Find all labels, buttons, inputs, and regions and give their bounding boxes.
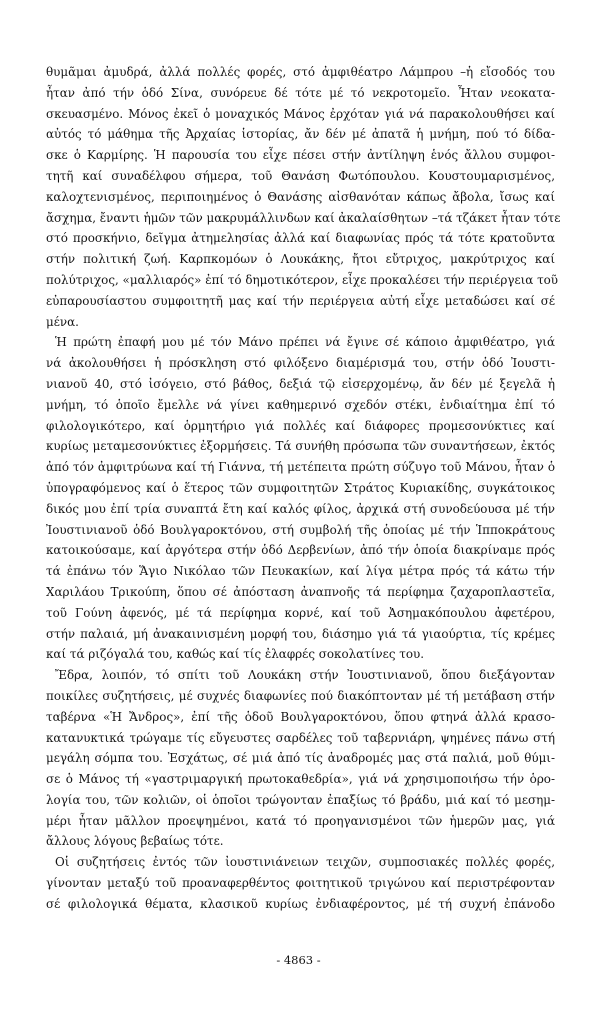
text-line: τοῦ Γούνη ἀφενός, μέ τά περίφημα κορνέ, καί τοῦ Ἀσημακόπουλου ἀφετέρου, [46,605,555,620]
text-line: σε ὁ Μάνος τή «γαστριμαργική πρωτοκαθεδρία», γιά νά χρησιμοποιήσω τήν ὁρο- [46,772,555,787]
text-line: νιανοῦ 40, στό ἰσόγειο, στό βάθος, δεξιά τῷ εἰσερχομένῳ, ἄν δέν μέ ξεγελᾶ ἡ [46,376,555,391]
text-line: θυμᾶμαι ἀμυδρά, ἀλλά πολλές φορές, στό ἀμφιθέατρο Λάμπρου –ἡ εἴσοδός του [46,65,555,79]
text-line: σκευασμένο. Μόνος ἐκεῖ ὁ μοναχικός Μάνος ἐρχόταν γιά νά παρακολουθήσει καί [46,106,555,121]
text-line: στό προσκήνιο, δεῖγμα ἀτημελησίας ἀλλά καί διαφωνίας πρός τά τότε κρατοῦντα [46,231,555,246]
text-line: σκε ὁ Καρμίρης. Ἡ παρουσία του εἶχε πέσει στήν ἀντίληψη ἑνός ἄλλου συμφοι- [46,148,555,163]
text-line: τά ἐπάνω τόν Ἅγιο Νικόλαο τῶν Πευκακίων, καί λίγα μέτρα πρός τά κάτω τήν [46,564,555,579]
text-line: ἦταν ἀπό τήν ὁδό Σίνα, συνόρευε δέ τότε μέ τό νεκροτομεῖο. Ἦταν νεοκατα- [46,85,555,100]
text-line: στήν παλαιά, μή ἀνακαινισμένη μορφή του, διάσημο γιά τά γιαούρτια, τίς κρέμες [46,626,555,641]
text-line: Ἡ πρώτη ἐπαφή μου μέ τόν Μάνο πρέπει νά ἔγινε σέ κάποιο ἀμφιθέατρο, γιά [55,335,555,350]
text-line: γίνονταν μεταξύ τοῦ προαναφερθέντος φοιτητικοῦ τριγώνου καί περιστρέφονταν [46,876,555,891]
text-line: σέ φιλολογικά θέματα, κλασικοῦ κυρίως ἐνδιαφέροντος, μέ τή συχνή ἐπάνοδο [46,896,555,911]
text-line: κατοικούσαμε, καί ἀργότερα στήν ὁδό Δερβενίων, ἀπό τήν ὁποία διακρίναμε πρός [46,543,555,558]
text-line: μνήμη, τό ὁποῖο ἔμελλε νά γίνει καθημερινό σχεδόν στέκι, ἐνδιαίτημα ἐπί τό [46,397,555,412]
text-line: Ἔδρα, λοιπόν, τό σπίτι τοῦ Λουκάκη στήν Ἰουστινιανοῦ, ὅπου διεξάγονταν [55,668,555,683]
text-line: ἄλλους λόγους βεβαίως τότε. [46,834,224,849]
text-line: κατανυκτικά τρώγαμε τίς εὔγευστες σαρδέλες τοῦ ταβερνιάρη, ψημένες πάνω στή [46,730,555,745]
text-line: κυρίως μεταμεσονύκτιες ἐξορμήσεις. Τά συνήθη πρόσωπα τῶν συναντήσεων, ἐκτός [46,439,555,454]
page-number: - 4863 - [276,953,321,967]
text-line: καλοχτενισμένος, περιποιημένος ὁ Θανάσης αἰσθανόταν κάπως ἄβολα, ἴσως καί [46,189,555,204]
text-line: Ἰουστινιανοῦ ὁδό Βουλγαροκτόνου, στή συμβολή τῆς ὁποίας μέ τήν Ἱπποκράτους [46,522,555,537]
text-line: ἄσχημα, ἔναντι ἡμῶν τῶν μακρυμάλλινδων καί ἀκαλαίσθητων –τά τζάκετ ἦταν τότε [46,210,561,225]
text-line: νά ἀκολουθήσει ἡ πρόσκληση στό φιλόξενο διαμέρισμά του, στήν ὁδό Ἰουστι- [46,356,555,371]
text-line: Χαριλάου Τρικούπη, ὅπου σέ ἀπόσταση ἀναπνοῆς τά περίφημα ζαχαροπλαστεῖα, [46,584,555,599]
text-line: εὐπαρουσίαστου συμφοιτητῆ μας καί τήν περιέργεια αὐτή εἶχε μεταδώσει καί σέ [46,293,555,308]
text-line: δικός μου ἐπί τρία συναπτά ἔτη καί καλός φίλος, ἀρχικά στή συνοδεύουσα μέ τήν [46,501,555,516]
text-line: μεγάλη σόμπα του. Ἐσχάτως, σέ μιά ἀπό τίς ἀναδρομές μας στά παλιά, μοῦ θύμι- [46,751,555,766]
body-text [46,62,561,915]
text-line: στήν πολιτική ζωή. Καρπκομόων ὁ Λουκάκης, ἤτοι εὔτριχος, μακρύτριχος καί [46,252,555,267]
text-line: Οἱ συζητήσεις ἐντός τῶν ἰουστινιάνειων τειχῶν, συμποσιακές πολλές φορές, [55,855,555,870]
text-line: φιλολογικότερο, καί ὁρμητήριο γιά πολλές καί διάφορες προμεσονύκτιες καί [46,418,555,433]
text-line: τητῆ καί συναδέλφου σήμερα, τοῦ Θανάση Φωτόπουλου. Κουστουμαρισμένος, [46,168,555,183]
text-line: ποικίλες συζητήσεις, μέ συχνές διαφωνίες πού διακόπτονταν μέ τή μετάβαση στήν [46,688,555,703]
text-line: λογία του, τῶν κολιῶν, οἱ ὁποῖοι τρώγονταν ἐπαξίως τό βράδυ, μιά καί τό μεσημ- [46,792,555,807]
text-line: ὑπογραφόμενος καί ὁ ἕτερος τῶν συμφοιτητῶν Στράτος Κυριακίδης, συγκάτοικος [46,480,555,495]
text-line: ἀπό τόν ἀμφιτρύωνα καί τή Γιάννα, τή μετέπειτα πρώτη σύζυγο τοῦ Μάνου, ἦταν ὁ [46,460,555,475]
text-line: αὐτός τό μάθημα τῆς Ἀρχαίας ἱστορίας, ἄν δέν μέ ἀπατᾶ ἡ μνήμη, πού τό δίδα- [46,127,555,142]
text-line: μέρι ἦταν μᾶλλον προεψημένοι, κατά τό προηγανισμένοι τῶν ἡμερῶν μας, γιά [46,813,555,828]
text-line: πολύτριχος, «μαλλιαρός» ἐπί τό δημοτικότερον, εἶχε προκαλέσει τήν περιέργεια τοῦ [46,272,559,287]
text-line: καί τά ριζόγαλά του, καθώς καί τίς ἐλαφρές σοκολατίνες του. [46,647,424,662]
text-line: μένα. [46,314,79,329]
text-line: ταβέρνα «Ἡ Ἄνδρος», ἐπί τῆς ὁδοῦ Βουλγαροκτόνου, ὅπου φτηνά ἀλλά κρασο- [46,709,555,724]
